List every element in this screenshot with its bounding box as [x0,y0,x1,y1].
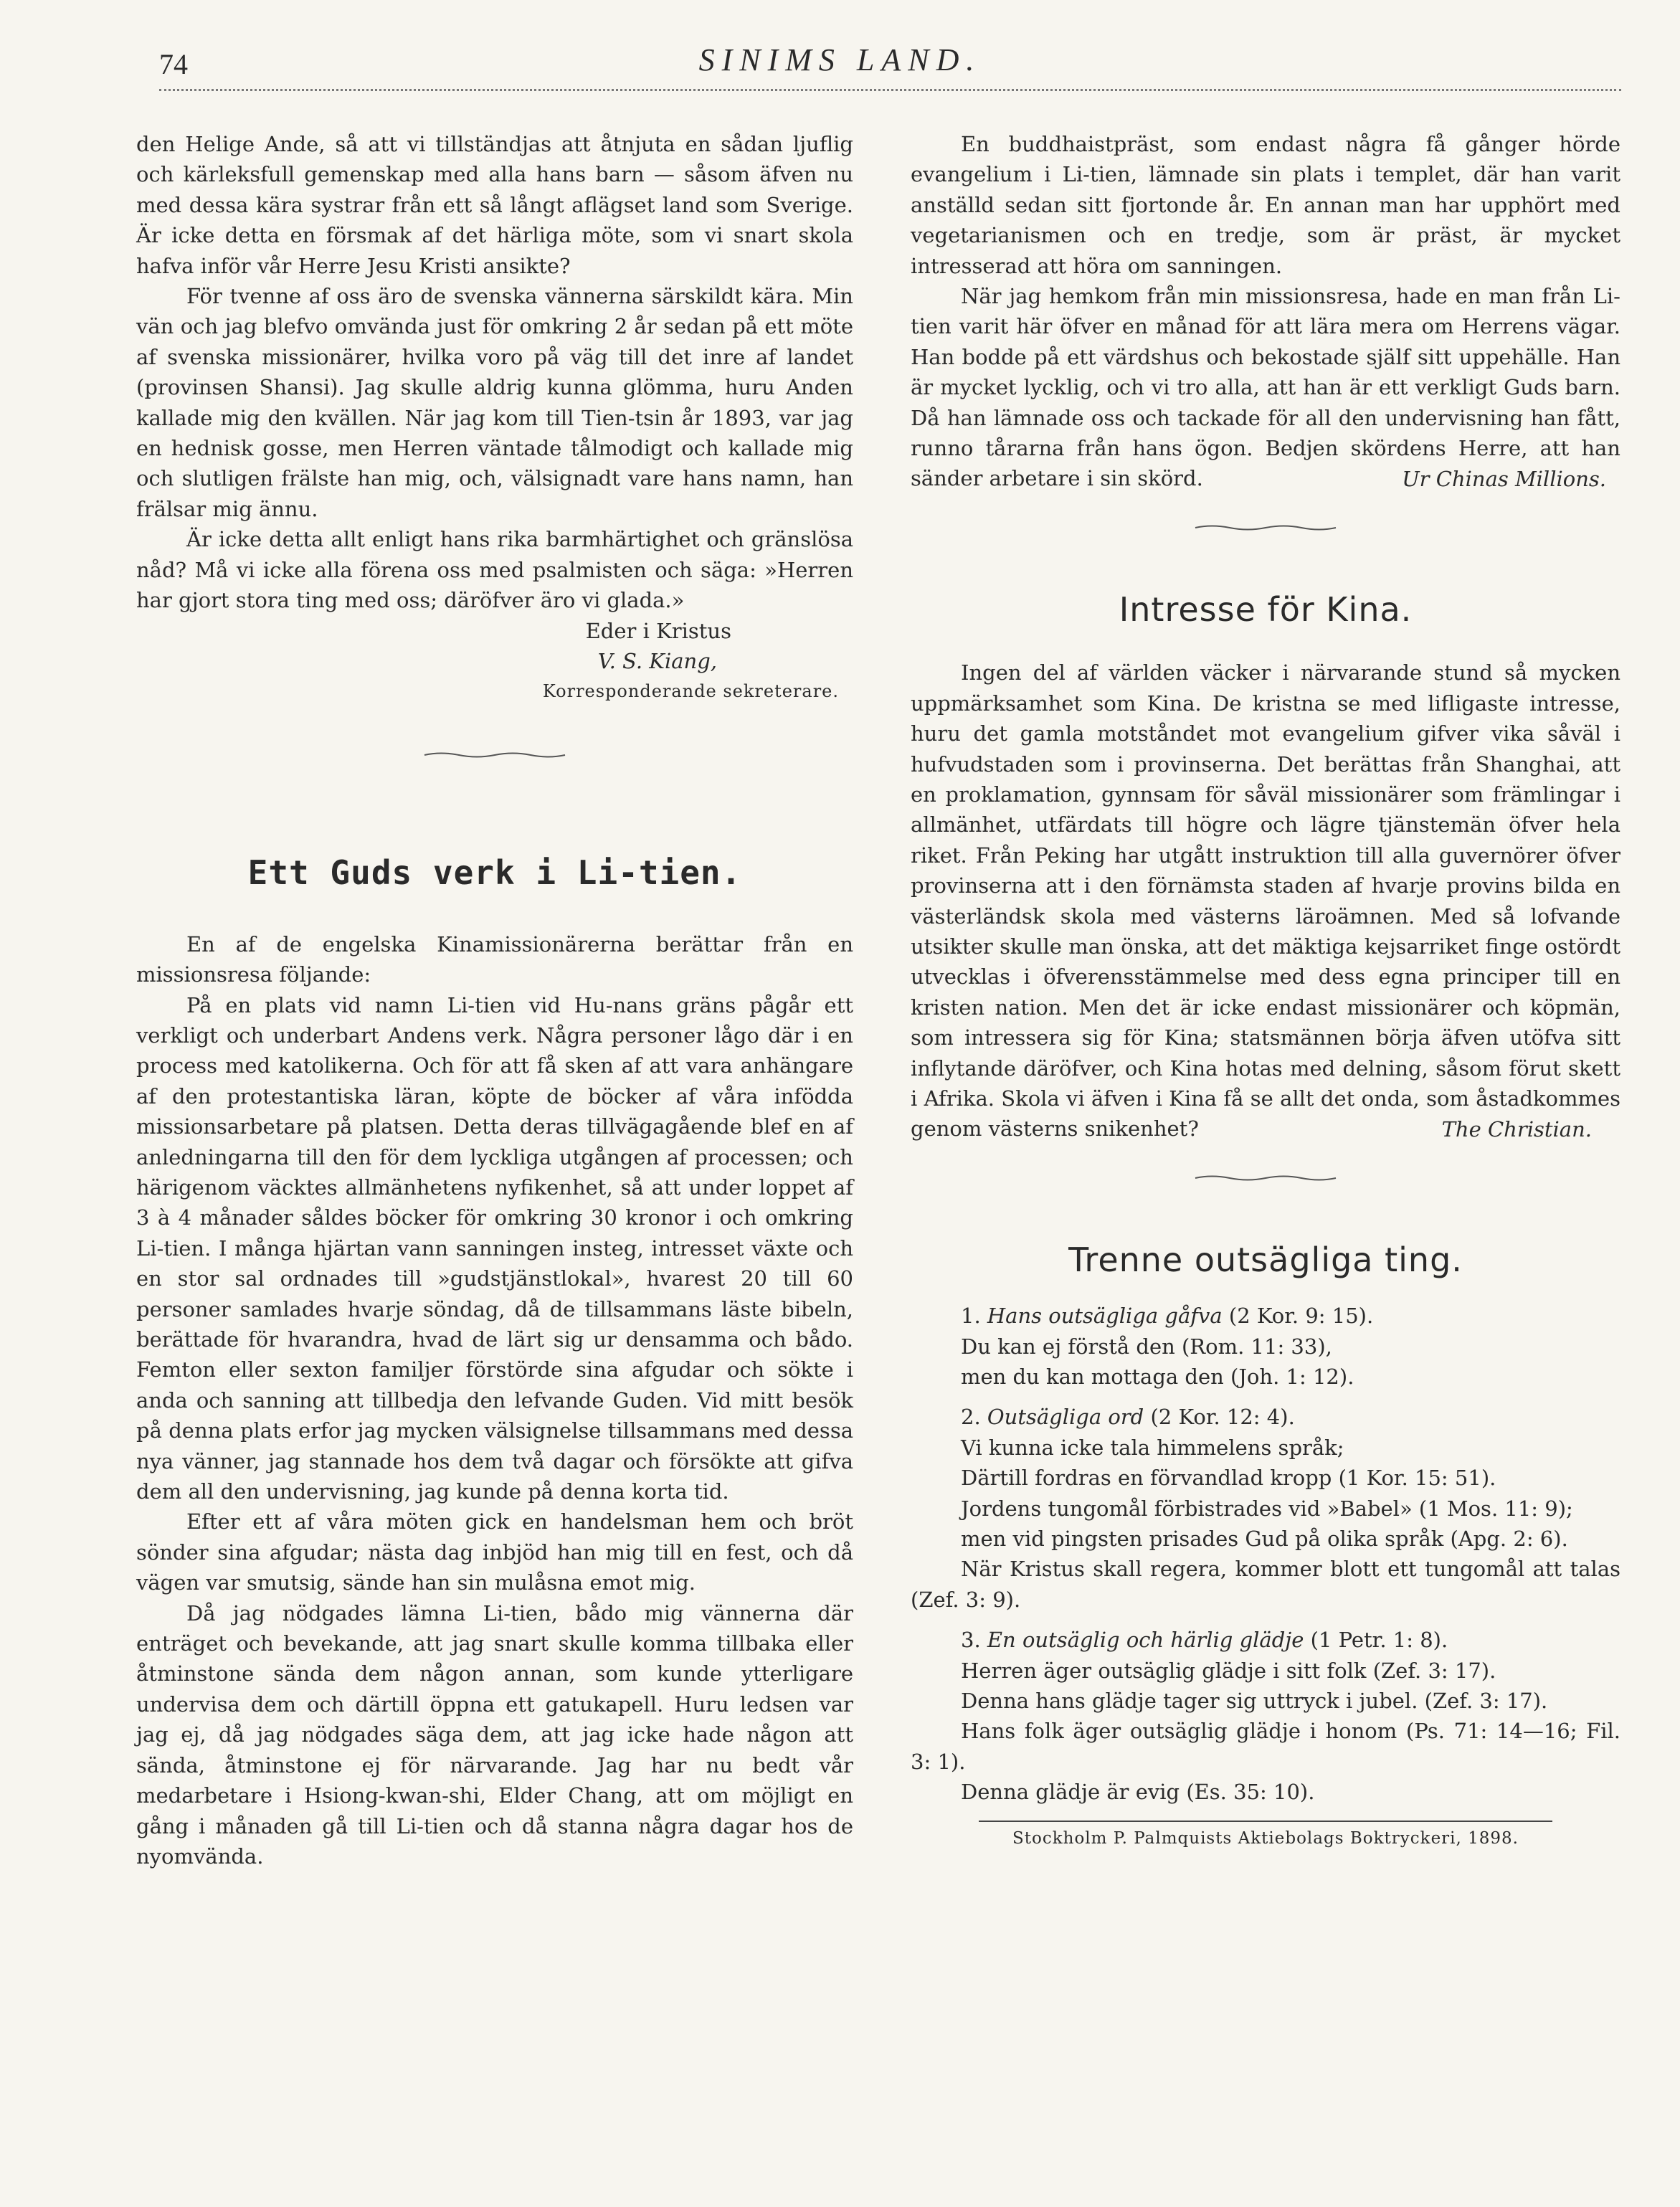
list-item-line: Därtill fordras en förvandlad kropp (1 Kor. 15: 51). [961,1466,1496,1491]
report-source: Ur Chinas Millions. [1402,466,1606,491]
list-item-number: 3. [961,1628,981,1653]
header-rule [159,89,1621,91]
list-item-heading [911,1402,1620,1432]
section-divider [1194,523,1337,533]
left-column [136,129,853,1871]
letter-paragraph: den Helige Ande, så att vi tillständjas att åtnjuta en sådan ljuflig och kärleksfull gemenskap med alla hans barn — såsom äfven nu med dessa kära systrar från ett så långt aflägset land som Sverige. Är icke detta en försmak af det härliga möte, som vi snart skola hafva inför vår Herre Jesu Kristi ansikte? [136,132,853,278]
section-divider [423,750,566,760]
list-item-heading [911,1301,1620,1331]
list-item-title: Outsägliga ord [987,1405,1144,1430]
interest-title: Intresse för Kina. [1119,590,1413,630]
section-divider [1194,1173,1337,1183]
list-item [911,1301,1620,1392]
report-paragraph: När jag hemkom från min missionsresa, hade en man från Li-tien varit här öfver en månad för att lära mera om Herrens vägar. Han bodde på ett värdshus och bekostade själf sitt uppehälle. Han är mycket lycklig, och vi tro alla, att han är ett verkligt Guds barn. Då han lämnade oss och tackade för all den undervisning han fått, runno tårarna från hans ögon. Bedjen skördens Herre, att han sänder arbetare i sin skörd. [911,284,1620,491]
letter-closing: Eder i Kristus [585,618,731,643]
list-item-line: Denna glädje är evig (Es. 35: 10). [961,1780,1315,1805]
list-item-line: men vid pingsten prisades Gud på olika språk (Apg. 2: 6). [961,1527,1568,1552]
list-item-title: En outsäglig och härlig glädje [987,1628,1304,1653]
page-number: 74 [159,48,188,80]
letter-paragraph: För tvenne af oss äro de svenska vännerna särskildt kära. Min vän och jag blefvo omvända just för omkring 2 år sedan på ett möte af svenska missionärer, hvilka voro på väg till det inre af landet (provinsen Shansi). Jag skulle aldrig kunna glömma, huru Anden kallade mig den kvällen. När jag kom till Tien-tsin år 1893, var jag en hednisk gosse, men Herren väntade tålmodigt och kallade mig och slutligen frälste han mig, och, välsignadt vare hans namn, han frälsar mig ännu. [136,284,853,521]
list-item-line: Herren äger outsäglig glädje i sitt folk (Zef. 3: 17). [961,1658,1496,1683]
report-paragraph: En buddhaistpräst, som endast några få gånger hörde evangelium i Li-tien, lämnade sin plats i templet, där han varit anställd sedan sitt fjortonde år. En annan man har upphört med vegetarianismen och en tredje, som är präst, är mycket intresserad att höra om sanningen. [911,132,1620,278]
list-item-title: Hans outsägliga gåfva [987,1304,1223,1329]
list-item-ref: (2 Kor. 9: 15). [1228,1304,1374,1329]
letter-paragraph: Är icke detta allt enligt hans rika barmhärtighet och gränslösa nåd? Må vi icke alla förena oss med psalmisten och säga: »Herren har gjort stora ting med oss; däröfver äro vi glada.» [136,527,853,613]
article-paragraph: En af de engelska Kinamissionärerna berättar från en missionsresa följande: [136,931,853,987]
interest-source: The Christian. [1441,1116,1592,1142]
imprint: Stockholm P. Palmquists Aktiebolags Boktryckeri, 1898. [1012,1828,1519,1848]
article-paragraph: Efter ett af våra möten gick en handelsman hem och bröt sönder sina afgudar; nästa dag inbjöd han mig till en fest, och då vägen var smutsig, sände han sin mulåsna emot mig. [136,1509,853,1595]
list-item-line: Jordens tungomål förbistrades vid »Babel» (1 Mos. 11: 9); [961,1496,1573,1521]
right-column [911,129,1620,1848]
article-title: Ett Guds verk i Li-tien. [247,853,742,892]
list-item [911,1625,1620,1807]
list-item-ref: (2 Kor. 12: 4). [1150,1405,1295,1430]
list-item-line: men du kan mottaga den (Joh. 1: 12). [961,1364,1354,1389]
list-item-ref: (1 Petr. 1: 8). [1310,1628,1448,1653]
running-head: SINIMS LAND. [698,42,982,77]
list-item-number: 2. [961,1405,981,1430]
list-item-line: Hans folk äger outsäglig glädje i honom (Ps. 71: 14—16; Fil. 3: 1). [911,1719,1620,1774]
list-item-number: 1. [961,1304,981,1329]
list-item-heading [911,1625,1620,1655]
letter-role: Korresponderande sekreterare. [542,681,839,702]
article-paragraph: På en plats vid namn Li-tien vid Hu-nans gräns pågår ett verkligt och underbart Andens verk. Några personer lågo där i en process med katolikerna. Och för att få sken af att vara anhängare af den protestantiska läran, köpte de böcker af våra infödda missionsarbetare på platsen. Detta deras tillvägagående blef en af anledningarna till den för dem lyckliga utgången af processen; och härigenom väcktes allmänhetens nyfikenhet, så att under loppet af 3 à 4 månader såldes böcker för omkring 30 kronor i och omkring Li-tien. I många hjärtan vann sanningen insteg, intresset växte och en stor sal ordnades till »gudstjänstlokal», hvarest 20 till 60 personer samlades hvarje söndag, då de tillsammans läste bibeln, berättade för hvarandra, hvad de lärt sig ur densamma och bådo. Femton eller sexton familjer förstörde sina afgudar och sökte i anda och sanning att tillbedja den lefvande Guden. Vid mitt besök på denna plats erfor jag mycken välsignelse tillsammans med dessa nya vänner, jag stannade hos dem två dagar och försökte att gifva dem all den undervisning, jag kunde på denna korta tid. [136,992,853,1504]
list-item-line: Vi kunna icke tala himmelens språk; [961,1435,1344,1460]
list-item-line: Du kan ej förstå den (Rom. 11: 33), [961,1334,1332,1359]
article-paragraph: Då jag nödgades lämna Li-tien, bådo mig vännerna där enträget och bevekande, att jag snart skulle komma tillbaka eller åtminstone sända dem någon annan, som kunde ytterligare undervisa dem och därtill öppna ett gatukapell. Huru ledsen var jag ej, då jag nödgades säga dem, att jag icke hade någon att sända, åtminstone ej för närvarande. Jag har nu bedt vår medarbetare i Hsiong-kwan-shi, Elder Chang, att om möjligt en gång i månaden gå till Li-tien och då stanna några dagar hos de nyomvända. [136,1600,853,1869]
list-item-line: När Kristus skall regera, kommer blott ett tungomål att talas (Zef. 3: 9). [911,1557,1620,1612]
list-item [911,1402,1620,1615]
list-item-line: Denna hans glädje tager sig uttryck i jubel. (Zef. 3: 17). [961,1689,1548,1714]
imprint-rule [979,1821,1552,1822]
letter-signature: V. S. Kiang, [597,648,717,673]
interest-paragraph: Ingen del af världen väcker i närvarande stund så mycken uppmärksamhet som Kina. De kristna se med lifligaste intresse, huru det gamla motståndet mot evangelium gifver vika såväl i hufvudstaden som i provinserna. Det berättas från Shanghai, att en proklamation, gynnsam för såväl missionärer som främlingar i allmänhet, utfärdats till högre och lägre tjänstemän öfver hela riket. Från Peking har utgått instruktion till alla guvernörer öfver provinserna att i den förnämsta staden af hvarje provins bilda en västerländsk skola med västerns läroämnen. Med så lofvande utsikter skulle man önska, att det mäktiga kejsarriket finge ostördt utvecklas i öfverensstämmelse med dess egna principer till en kristen nation. Men det är icke endast missionärer och köpmän, som intressera sig för Kina; statsmännen börja äfven utöfva sitt inflytande däröfver, och Kina hotas med delning, såsom förut skett i Afrika. Skola vi äfven i Kina få se allt det onda, som åstadkommes genom västerns snikenhet? [911,660,1620,1142]
three-things-title: Trenne outsägliga ting. [1068,1240,1463,1280]
